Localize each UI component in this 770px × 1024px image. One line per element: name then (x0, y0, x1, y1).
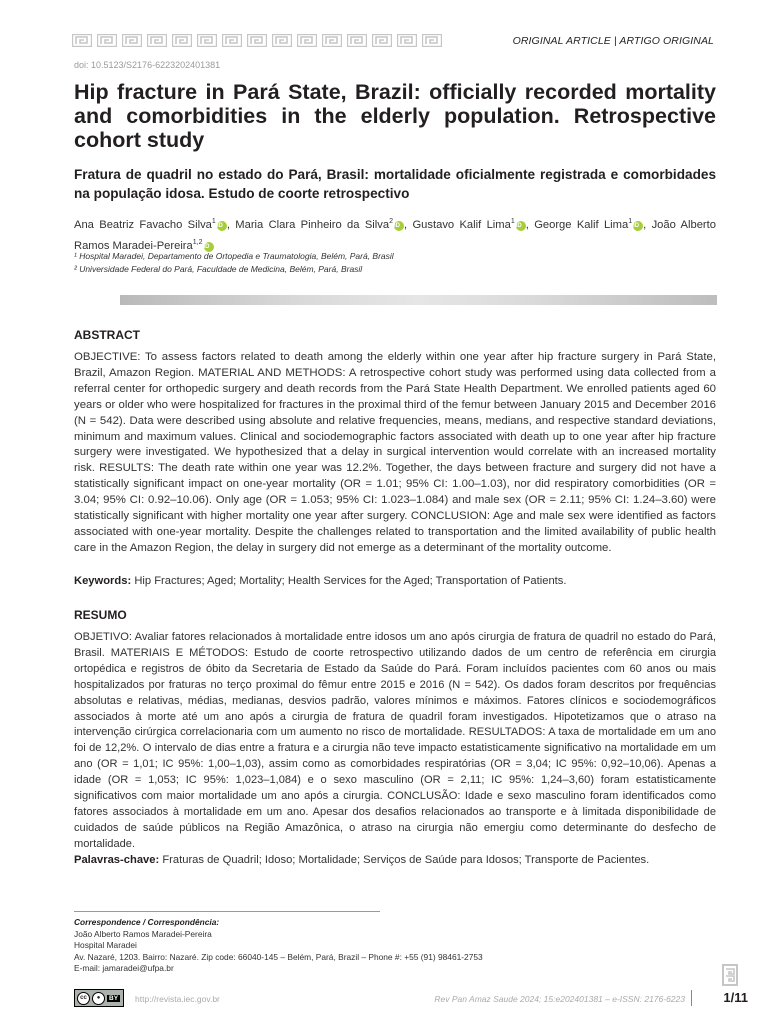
author-affiliation-mark: 1 (211, 218, 216, 225)
journal-ornament-icon (722, 964, 738, 986)
author-affiliation-mark: 1,2 (192, 239, 203, 246)
author-name: Gustavo Kalif Lima (412, 219, 511, 231)
abstract-heading: ABSTRACT (74, 328, 140, 342)
author-list: Ana Beatriz Favacho Silva$^1$iD , Maria Clara Pinheiro da Silva$^2$iD , Gustavo Kalif Lima$^1$iD , George Kalif Lima$^1$iD , João Alberto Ramos Maradei-Pereira$^{1,2}$iD (74, 218, 716, 252)
greek-key-ornament (72, 34, 442, 47)
author-affiliation-mark: 1 (510, 218, 515, 225)
keywords-label: Keywords: (74, 575, 132, 587)
greek-key-tile (272, 34, 292, 47)
article-title: Hip fracture in Pará State, Brazil: officially recorded mortality and comorbidities in the elderly population. Retrospective cohort study (74, 80, 716, 152)
resumo-heading: RESUMO (74, 608, 127, 622)
greek-key-tile (97, 34, 117, 47)
greek-key-tile (147, 34, 167, 47)
correspondence-name: João Alberto Ramos Maradei-Pereira (74, 928, 212, 939)
greek-key-tile (247, 34, 267, 47)
correspondence-address: Av. Nazaré, 1203. Bairro: Nazaré. Zip code: 66040-145 – Belém, Pará, Brazil – Phone #: +55 (91) 98461-2753 (74, 951, 483, 962)
greek-key-tile (197, 34, 217, 47)
correspondence-rule (74, 911, 380, 912)
journal-citation: Rev Pan Amaz Saude 2024; 15:e202401381 – e-ISSN: 2176-6223 (434, 994, 685, 1004)
affiliation-2: ² Universidade Federal do Pará, Faculdade de Medicina, Belém, Pará, Brasil (74, 263, 363, 274)
correspondence-email[interactable]: E-mail: jamaradei@ufpa.br (74, 963, 174, 973)
keywords-line (74, 575, 716, 587)
journal-url[interactable]: http://revista.iec.gov.br (135, 994, 220, 1004)
attribution-person-icon: ● (92, 992, 105, 1005)
greek-key-tile (397, 34, 417, 47)
keywords-list: Hip Fractures; Aged; Mortality; Health Services for the Aged; Transportation of Patients. (134, 575, 567, 587)
palavras-chave-line (74, 854, 716, 866)
author-name: Ana Beatriz Favacho Silva (74, 219, 212, 231)
author-name: Maria Clara Pinheiro da Silva (235, 219, 390, 231)
affiliation-1: ¹ Hospital Maradei, Departamento de Ortopedia e Traumatologia, Belém, Pará, Brasil (74, 251, 394, 261)
page-number: 1/11 (723, 990, 748, 1005)
author-name: George Kalif Lima (534, 219, 629, 231)
doi-link[interactable]: doi: 10.5123/S2176-6223202401381 (74, 60, 221, 70)
creative-commons-license-badge[interactable] (74, 989, 124, 1007)
cc-icon: cc (77, 992, 90, 1005)
correspondence-institution: Hospital Maradei (74, 940, 137, 950)
orcid-icon[interactable]: iD (633, 221, 643, 231)
greek-key-tile (222, 34, 242, 47)
orcid-icon[interactable]: iD (394, 221, 404, 231)
greek-key-tile (347, 34, 367, 47)
page-number-separator (691, 990, 692, 1006)
palavras-chave-list: Fraturas de Quadril; Idoso; Mortalidade; Serviços de Saúde para Idosos; Transporte de Pacientes. (162, 854, 650, 866)
orcid-icon[interactable]: iD (204, 242, 214, 252)
author-affiliation-mark: 1 (628, 218, 633, 225)
correspondence-heading: Correspondence / Correspondência: (74, 917, 220, 927)
greek-key-tile (72, 34, 92, 47)
section-divider-bar (120, 295, 717, 305)
greek-key-tile (322, 34, 342, 47)
greek-key-tile (422, 34, 442, 47)
abstract-text: OBJECTIVE: To assess factors related to death among the elderly within one year after hip fracture surgery in Pará State, Brazil, Amazon Region. MATERIAL AND METHODS: A retrospective cohort study was performed using data collected from a referral center for orthopedic surgery and death records from the Pará State Health Department. We enrolled patients aged 60 years or older who were hospitalized for fractures in the proximal third of the femur between January 2015 and December 2016 (N = 542). Data were described using absolute and relative frequencies, means, medians, and respective standard deviations, minimum and maximum values. Clinical and sociodemographic factors associated with death up to one year after hip fracture surgery were investigated. We hypothesized that a delay in surgical intervention would correlate with an increased mortality risk. RESULTS: The death rate within one year was 12.2%. Together, the days between fracture and surgery did not have a statistically significant impact on one-year mortality (OR = 1.01; 95% CI: 1.00–1.03), nor did respiratory comorbidities (OR = 3.04; 95% CI: 0.92–10.06). Only age (OR = 1.053; 95% CI: 1.023–1.084) and male sex (OR = 2.11; 95% CI: 1.24–3.60) were statistically significant with higher mortality one year after surgery. CONCLUSION: Age and male sex were identified as factors associated with one-year mortality. Despite the challenges related to transportation and the limited availability of public health care in the Amazon Region, the delay in surgery did not emerge as a determinant of the mortality outcome. (74, 351, 716, 554)
license-by-text: BY (109, 994, 119, 1002)
greek-key-tile (372, 34, 392, 47)
author-name: João Alberto Ramos Maradei-Pereira (74, 219, 716, 252)
orcid-icon[interactable]: iD (217, 221, 227, 231)
greek-key-tile (297, 34, 317, 47)
affiliations (74, 250, 394, 275)
palavras-chave-label: Palavras-chave: (74, 854, 160, 866)
article-subtitle: Fratura de quadril no estado do Pará, Brasil: mortalidade oficialmente registrada e comorbidades na população idosa. Estudo de coorte retrospectivo (74, 167, 716, 201)
author-affiliation-mark: 2 (389, 218, 394, 225)
greek-key-tile (122, 34, 142, 47)
greek-key-tile (172, 34, 192, 47)
resumo-text: OBJETIVO: Avaliar fatores relacionados à mortalidade entre idosos um ano após cirurgia de fratura de quadril no estado do Pará, Brasil. MATERIAIS E MÉTODOS: Estudo de coorte retrospectivo utilizando dados de um centro de referência em cirurgia ortopédica e registros de óbito da Secretaria de Estado da Saúde do Pará. Foram incluídos pacientes com 60 anos ou mais hospitalizados por fraturas no terço proximal do fêmur entre 2015 e 2016 (N = 542). Os dados foram descritos por frequências absolutas e relativas, médias, medianas, desvios padrão, valores mínimos e máximos. Fatores clínicos e sociodemográficos associados à morte até um ano após a cirurgia de fratura de quadril foram investigados. Hipotetizamos que o atraso na intervenção cirúrgica correlacionaria com um aumento no risco de mortalidade. RESULTADOS: A taxa de mortalidade em um ano foi de 12,2%. O intervalo de dias entre a fratura e a cirurgia não teve impacto estatisticamente significativo na mortalidade em um ano (OR = 1,01; IC 95%: 1,00–1,03), assim como as comorbidades respiratórias (OR = 3,04; IC 95%: 0,92–10,06). Apenas a idade (OR = 1,053; IC 95%: 1,023–1,084) e o sexo masculino (OR = 2,11; IC 95%: 1,24–3,60) foram estatisticamente significativos com maior mortalidade um ano após a cirurgia. CONCLUSÃO: Idade e sexo masculino foram identificados como fatores associados à mortalidade em um ano. Apesar dos desafios relacionados ao transporte e à limitada disponibilidade de cuidados de saúde públicos na Região Amazônica, o atraso na cirurgia não emergiu como determinante do desfecho de mortalidade. (74, 631, 716, 850)
article-type-label: ORIGINAL ARTICLE | ARTIGO ORIGINAL (512, 35, 714, 47)
correspondence-block (74, 917, 483, 975)
orcid-icon[interactable]: iD (516, 221, 526, 231)
